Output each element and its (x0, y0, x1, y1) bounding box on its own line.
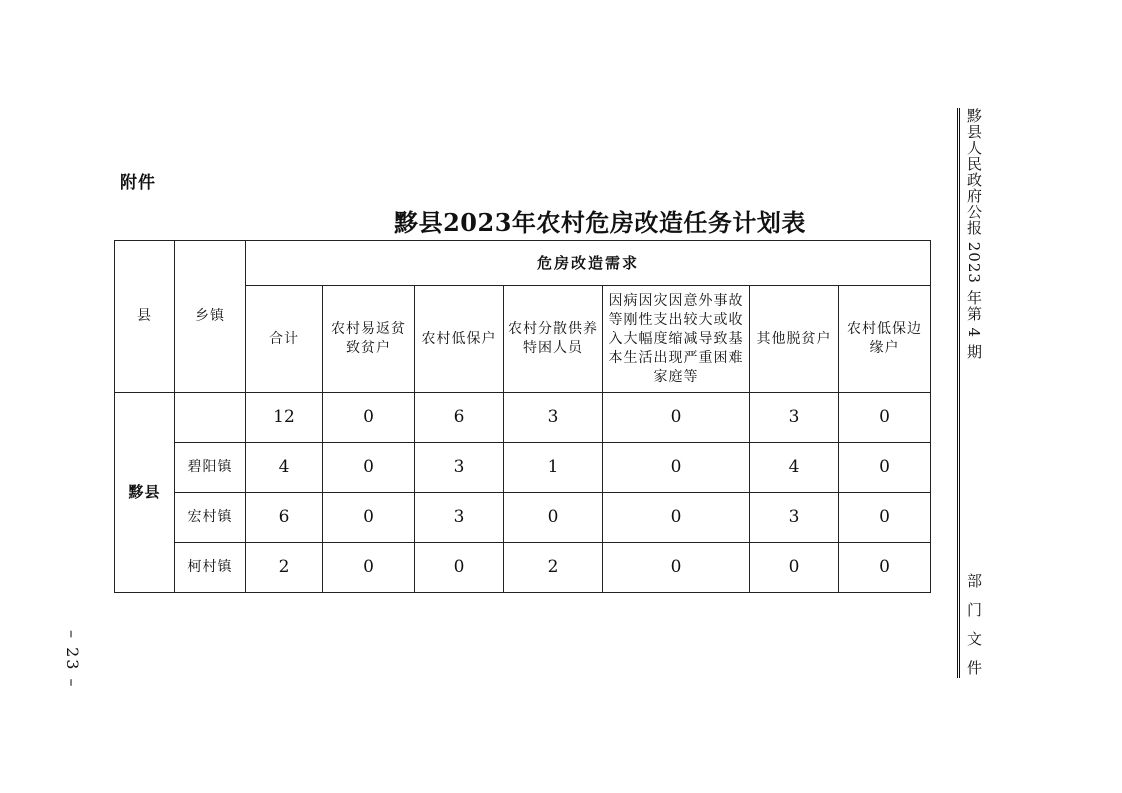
header-other-poverty: 其他脱贫户 (750, 286, 839, 393)
value-cell: 3 (750, 393, 839, 443)
header-group-demand: 危房改造需求 (246, 241, 931, 286)
value-cell: 3 (504, 393, 603, 443)
value-cell: 6 (246, 493, 323, 543)
town-cell (175, 393, 246, 443)
page-number: – 23 – (63, 630, 82, 689)
value-cell: 3 (415, 443, 504, 493)
value-cell: 0 (839, 493, 931, 543)
header-town: 乡镇 (175, 241, 246, 393)
header-hardship-families: 因病因灾因意外事故等刚性支出较大或收入大幅度缩减导致基本生活出现严重困难家庭等 (603, 286, 750, 393)
value-cell: 3 (750, 493, 839, 543)
side-header-section: 部门文件 (965, 573, 983, 689)
table-row (115, 443, 931, 493)
value-cell: 0 (839, 393, 931, 443)
value-cell: 12 (246, 393, 323, 443)
value-cell: 0 (839, 443, 931, 493)
side-divider (957, 108, 960, 678)
value-cell: 4 (246, 443, 323, 493)
value-cell: 0 (603, 543, 750, 593)
table-row (115, 493, 931, 543)
header-low-income-edge: 农村低保边缘户 (839, 286, 931, 393)
value-cell: 0 (323, 543, 415, 593)
document-title: 黟县2023年农村危房改造任务计划表 (394, 208, 806, 237)
value-cell: 0 (750, 543, 839, 593)
side-header-title: 黟县人民政府公报 2023 年第 4 期 (965, 108, 983, 360)
value-cell: 3 (415, 493, 504, 543)
table-row (115, 393, 931, 443)
table-header-row (115, 241, 931, 286)
table-row (115, 543, 931, 593)
town-cell: 碧阳镇 (175, 443, 246, 493)
header-county: 县 (115, 241, 175, 393)
value-cell: 2 (246, 543, 323, 593)
header-total: 合计 (246, 286, 323, 393)
renovation-plan-table (114, 240, 931, 593)
value-cell: 0 (603, 443, 750, 493)
value-cell: 0 (415, 543, 504, 593)
value-cell: 0 (603, 393, 750, 443)
attachment-label: 附件 (120, 173, 156, 193)
town-cell: 宏村镇 (175, 493, 246, 543)
header-low-income: 农村低保户 (415, 286, 504, 393)
value-cell: 6 (415, 393, 504, 443)
value-cell: 0 (323, 493, 415, 543)
header-relapse-risk: 农村易返贫致贫户 (323, 286, 415, 393)
value-cell: 0 (504, 493, 603, 543)
value-cell: 0 (603, 493, 750, 543)
town-cell: 柯村镇 (175, 543, 246, 593)
value-cell: 0 (323, 393, 415, 443)
value-cell: 2 (504, 543, 603, 593)
header-dispersed-support: 农村分散供养特困人员 (504, 286, 603, 393)
value-cell: 4 (750, 443, 839, 493)
value-cell: 0 (839, 543, 931, 593)
county-cell: 黟县 (115, 393, 175, 593)
value-cell: 1 (504, 443, 603, 493)
value-cell: 0 (323, 443, 415, 493)
